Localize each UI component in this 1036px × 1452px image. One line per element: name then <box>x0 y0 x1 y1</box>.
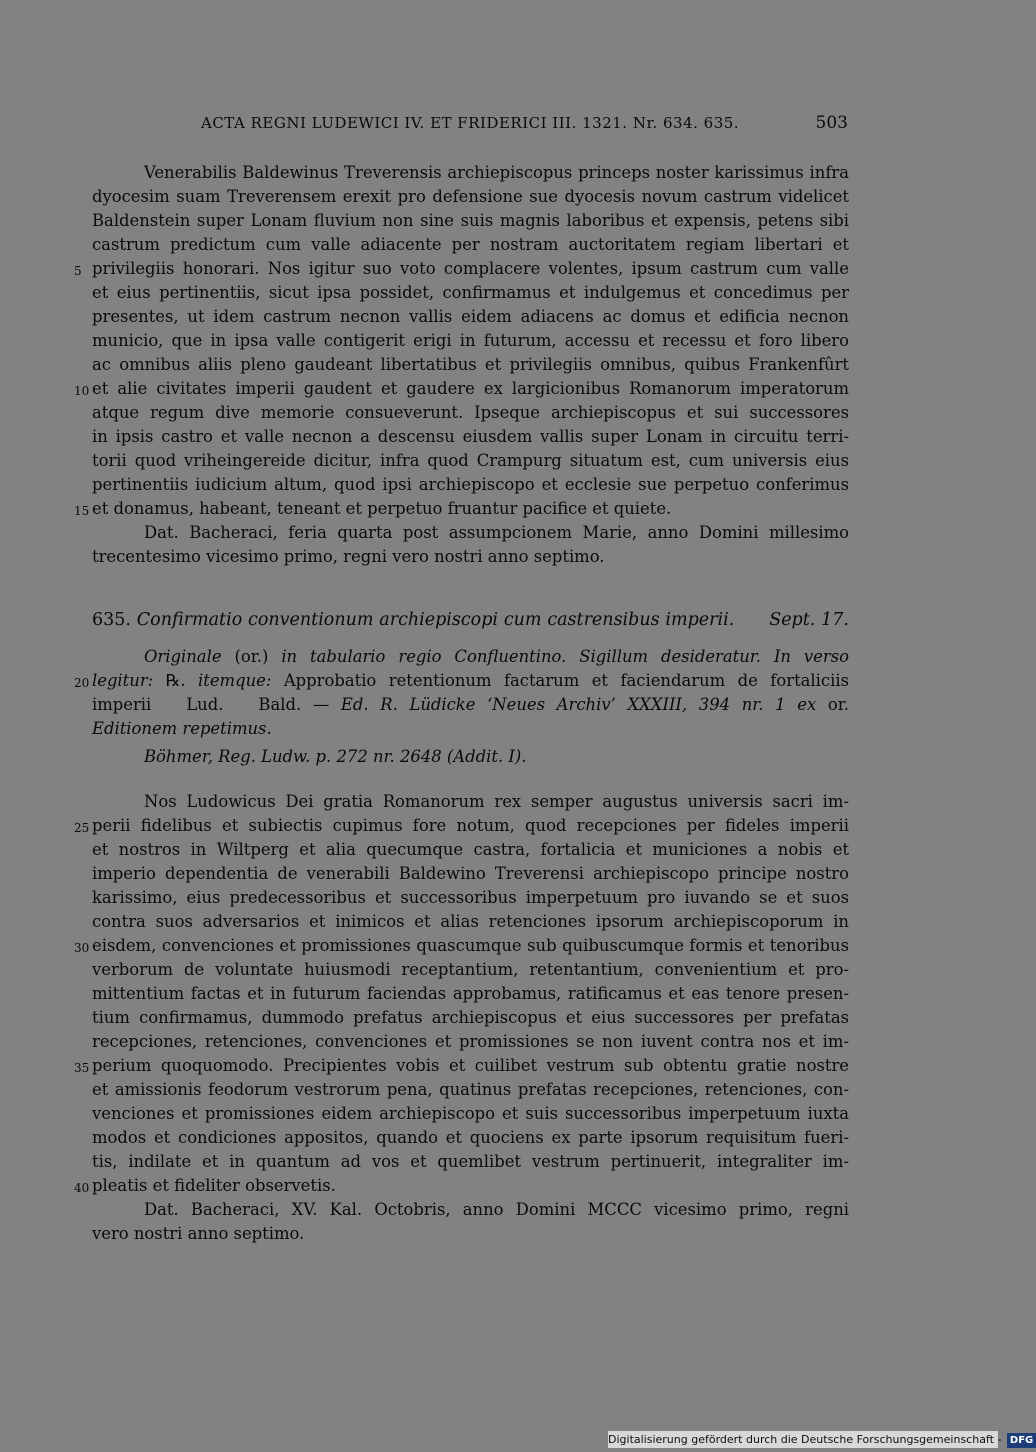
text-line: trecentesimo vicesimo primo, regni vero nostri anno septimo. <box>92 547 605 566</box>
text-line: Originale (or.) in tabulario regio Confluentino. Sigillum desideratur. In verso <box>144 647 849 666</box>
text-line: Venerabilis Baldewinus Treverensis archiepiscopus princeps noster karissimus infra <box>144 163 849 182</box>
digitization-footer: Digitalisierung gefördert durch die Deutsche Forschungsgemeinschaft - DFG <box>608 1431 998 1448</box>
running-header: ACTA REGNI LUDEWICI IV. ET FRIDERICI III. 1321. Nr. 634. 635. <box>201 114 740 132</box>
text-line: legitur: ℞. itemque: Approbatio retentionum factarum et faciendarum de fortaliciis <box>92 671 849 690</box>
text-line: torii quod vriheingereide dicitur, infra quod Crampurg situatum est, cum universis eius <box>92 451 849 470</box>
text-line: perium quoquomodo. Precipientes vobis et cuilibet vestrum sub obtentu gratie nostre <box>92 1056 849 1075</box>
line-number: 40 <box>74 1181 90 1195</box>
line-number: 5 <box>74 264 82 278</box>
text-line: castrum predictum cum valle adiacente per nostram auctoritatem regiam libertari et <box>92 235 849 254</box>
text-line: Baldenstein super Lonam fluvium non sine suis magnis laboribus et expensis, petens sibi <box>92 211 849 230</box>
line-number: 20 <box>74 676 90 690</box>
text-line: ac omnibus aliis pleno gaudeant libertatibus et privilegiis omnibus, quibus Frankenfûrt <box>92 355 849 374</box>
text-line: tis, indilate et in quantum ad vos et quemlibet vestrum pertinuerit, integraliter im- <box>92 1152 849 1171</box>
text-line: dyocesim suam Treverensem erexit pro defensione sue dyocesis novum castrum videlicet <box>92 187 849 206</box>
text-line: Dat. Bacheraci, feria quarta post assumpcionem Marie, anno Domini millesimo <box>144 523 849 542</box>
text-line: Editionem repetimus. <box>92 719 272 738</box>
line-number: 35 <box>74 1061 90 1075</box>
text-line: recepciones, retenciones, convenciones et promissiones se non iuvent contra nos et im- <box>92 1032 849 1051</box>
text-line: imperii Lud. Bald. — Ed. R. Lüdicke ‘Neues Archiv’ XXXIII, 394 nr. 1 ex or. <box>92 695 849 714</box>
text-line: Nos Ludowicus Dei gratia Romanorum rex semper augustus universis sacri im- <box>144 792 849 811</box>
text-line: karissimo, eius predecessoribus et successoribus imperpetuum pro iuvando se et suos <box>92 888 849 907</box>
text-line: et alie civitates imperii gaudent et gaudere ex largicionibus Romanorum imperatorum <box>92 379 849 398</box>
footer-text: Digitalisierung gefördert durch die Deutsche Forschungsgemeinschaft <box>608 1433 994 1446</box>
text-line: pleatis et fideliter observetis. <box>92 1176 336 1195</box>
text-line: et amissionis feodorum vestrorum pena, quatinus prefatas recepciones, retenciones, con- <box>92 1080 849 1099</box>
text-line: Dat. Bacheraci, XV. Kal. Octobris, anno Domini MCCC vicesimo primo, regni <box>144 1200 849 1219</box>
line-number: 25 <box>74 821 90 835</box>
document-heading: 635. Confirmatio conventionum archiepiscopi cum castrensibus imperii. Sept. 17. <box>92 610 849 630</box>
text-line: venciones et promissiones eidem archiepiscopo et suis successoribus imperpetuum iuxta <box>92 1104 849 1123</box>
text-line: presentes, ut idem castrum necnon vallis eidem adiacens ac domus et edificia necnon <box>92 307 849 326</box>
text-line: Böhmer, Reg. Ludw. p. 272 nr. 2648 (Addit. I). <box>144 747 527 766</box>
text-line: eisdem, convenciones et promissiones quascumque sub quibuscumque formis et tenoribus <box>92 936 849 955</box>
text-line: et nostros in Wiltperg et alia quecumque castra, fortalicia et municiones a nobis et <box>92 840 849 859</box>
text-line: mittentium factas et in futurum faciendas approbamus, ratificamus et eas tenore presen- <box>92 984 849 1003</box>
text-line: privilegiis honorari. Nos igitur suo voto complacere volentes, ipsum castrum cum valle <box>92 259 849 278</box>
text-line: et eius pertinentiis, sicut ipsa possidet, confirmamus et indulgemus et concedimus per <box>92 283 849 302</box>
line-number: 15 <box>74 504 90 518</box>
page-number: 503 <box>815 113 848 133</box>
dfg-logo: DFG <box>1007 1433 1036 1448</box>
text-line: modos et condiciones appositos, quando et quociens ex parte ipsorum requisitum fueri- <box>92 1128 849 1147</box>
text-line: pertinentiis iudicium altum, quod ipsi archiepiscopo et ecclesie sue perpetuo conferimus <box>92 475 849 494</box>
text-line: vero nostri anno septimo. <box>92 1224 305 1243</box>
text-line: atque regum dive memorie consueverunt. Ipseque archiepiscopus et sui successores <box>92 403 849 422</box>
text-line: municio, que in ipsa valle contigerit erigi in futurum, accessu et recessu et foro libero <box>92 331 849 350</box>
text-line: imperio dependentia de venerabili Baldewino Treverensi archiepiscopo principe nostro <box>92 864 849 883</box>
text-line: et donamus, habeant, teneant et perpetuo fruantur pacifice et quiete. <box>92 499 672 518</box>
text-line: in ipsis castro et valle necnon a descensu eiusdem vallis super Lonam in circuitu terri- <box>92 427 849 446</box>
line-number: 10 <box>74 384 90 398</box>
text-line: tium confirmamus, dummodo prefatus archiepiscopus et eius successores per prefatas <box>92 1008 849 1027</box>
text-line: verborum de voluntate huiusmodi receptantium, retentantium, convenientium et pro- <box>92 960 849 979</box>
text-line: contra suos adversarios et inimicos et alias retenciones ipsorum archiepiscoporum in <box>92 912 849 931</box>
line-number: 30 <box>74 941 90 955</box>
text-line: perii fidelibus et subiectis cupimus fore notum, quod recepciones per fideles imperii <box>92 816 849 835</box>
